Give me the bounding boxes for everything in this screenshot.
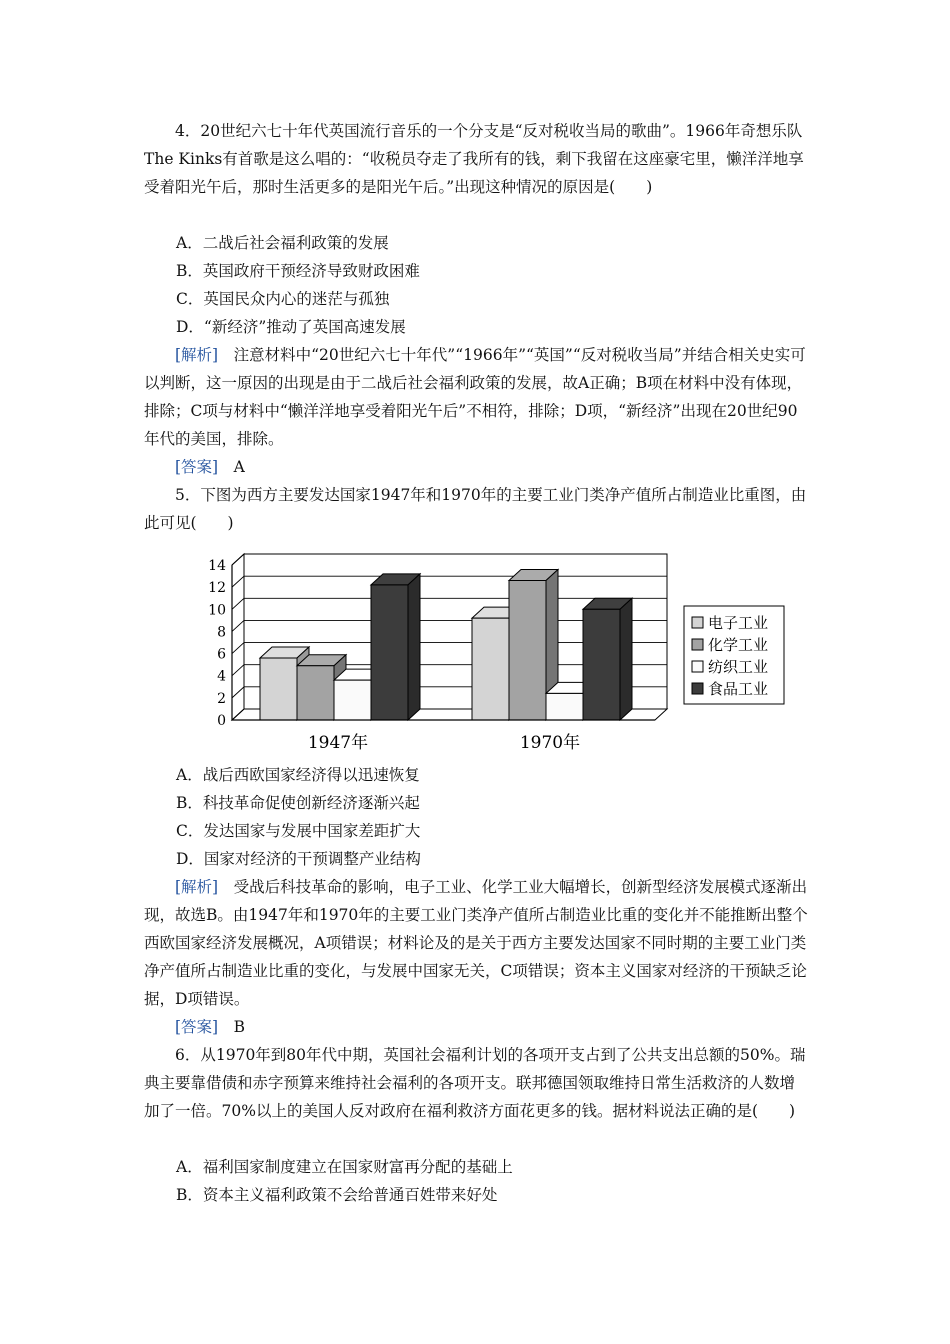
y-tick-label: 14: [208, 558, 226, 574]
q4-analysis-tag: [解析]: [175, 346, 219, 364]
y-tick-label: 12: [208, 580, 226, 597]
q4-option-d: D．“新经济”推动了英国高速发展: [176, 318, 406, 336]
legend-swatch: [692, 639, 703, 650]
x-category-label: 1947年: [307, 733, 369, 753]
bar-front: [509, 581, 546, 721]
q4-option-b: B．英国政府干预经济导致财政困难: [176, 262, 420, 280]
bar-front: [260, 658, 297, 720]
bar-side: [408, 574, 420, 720]
q4-stem: 4．20世纪六七十年代英国流行音乐的一个分支是“反对税收当局的歌曲”。1966年奇想乐队The Kinks有首歌是这么唱的：“收税员夺走了我所有的钱，剩下我留在这座豪宅里，懒洋洋地享受着阳光午后，那时生活更多的是阳光午后。”出现这种情况的原因是( ): [144, 122, 804, 196]
q5-option-d: D．国家对经济的干预调整产业结构: [176, 850, 421, 868]
x-category-label: 1970年: [519, 733, 581, 753]
y-tick-label: 10: [208, 602, 226, 619]
q5-answer-value: B: [233, 1018, 246, 1036]
legend-label: 食品工业: [708, 680, 769, 698]
bar-front: [472, 618, 509, 720]
y-tick-label: 8: [217, 624, 226, 641]
q4-analysis-text: 注意材料中“20世纪六七十年代”“1966年”“英国”“反对税收当局”并结合相关史实可以判断，这一原因的出现是由于二战后社会福利政策的发展，故A正确；B项在材料中没有体现，排除；C项与材料中“懒洋洋地享受着阳光午后”不相符，排除；D项，“新经济”出现在20世纪90年代的美国，排除。: [144, 346, 806, 448]
q5-analysis-tag: [解析]: [175, 878, 219, 896]
q5-analysis: [144, 873, 810, 1013]
bar-front: [583, 609, 620, 720]
y-tick-label: 6: [217, 646, 226, 663]
bar: [583, 598, 632, 720]
q5-stem: 5．下图为西方主要发达国家1947年和1970年的主要工业门类净产值所占制造业比重图，由此可见( ): [144, 486, 807, 532]
q5-answer-tag: [答案]: [175, 1018, 219, 1036]
bar: [371, 574, 420, 720]
legend-swatch: [692, 617, 703, 628]
industry-bar-chart: [190, 540, 800, 775]
q5-answer: [144, 1013, 810, 1041]
bar-front: [371, 585, 408, 720]
q6-option-a: A．福利国家制度建立在国家财富再分配的基础上: [176, 1158, 513, 1176]
q5-analysis-text: 受战后科技革命的影响，电子工业、化学工业大幅增长，创新型经济发展模式逐渐出现，故选B。由1947年和1970年的主要工业门类净产值所占制造业比重的变化并不能推断出整个西欧国家经济发展概况，A项错误；材料论及的是关于西方主要发达国家不同时期的主要工业门类净产值所占制造业比重的变化，与发展中国家无关，C项错误；资本主义国家对经济的干预缺乏论据，D项错误。: [144, 878, 808, 1008]
y-tick-label: 2: [217, 690, 226, 707]
q6-option-b: B．资本主义福利政策不会给普通百姓带来好处: [176, 1186, 498, 1204]
bar-front: [297, 666, 334, 720]
legend-swatch: [692, 683, 703, 694]
q4-option-a: A．二战后社会福利政策的发展: [176, 234, 389, 252]
q5-option-c: C．发达国家与发展中国家差距扩大: [176, 822, 421, 840]
legend-swatch: [692, 661, 703, 672]
chart-legend: [684, 606, 784, 704]
legend-label: 化学工业: [708, 636, 769, 654]
y-tick-label: 4: [217, 668, 226, 685]
q4-answer-value: A: [233, 458, 245, 476]
q4-answer-tag: [答案]: [175, 458, 219, 476]
y-tick-label: 0: [217, 713, 226, 729]
q4-option-c: C．英国民众内心的迷茫与孤独: [176, 290, 390, 308]
q4-answer: [144, 453, 810, 481]
bar-side: [620, 598, 632, 720]
legend-label: 电子工业: [708, 614, 769, 632]
q4-analysis: [144, 341, 810, 453]
q5-option-b: B．科技革命促使创新经济逐渐兴起: [176, 794, 420, 812]
q6-stem: 6．从1970年到80年代中期，英国社会福利计划的各项开支占到了公共支出总额的50%。瑞典主要靠借债和赤字预算来维持社会福利的各项开支。联邦德国领取维持日常生活救济的人数增加了一倍。70%以上的美国人反对政府在福利救济方面花更多的钱。据材料说法正确的是( ): [144, 1046, 806, 1120]
chart-side-wall: [232, 554, 244, 720]
bar-front: [334, 680, 371, 720]
legend-label: 纺织工业: [708, 658, 769, 676]
q5-option-a: A．战后西欧国家经济得以迅速恢复: [176, 766, 420, 784]
bar-front: [546, 693, 583, 720]
